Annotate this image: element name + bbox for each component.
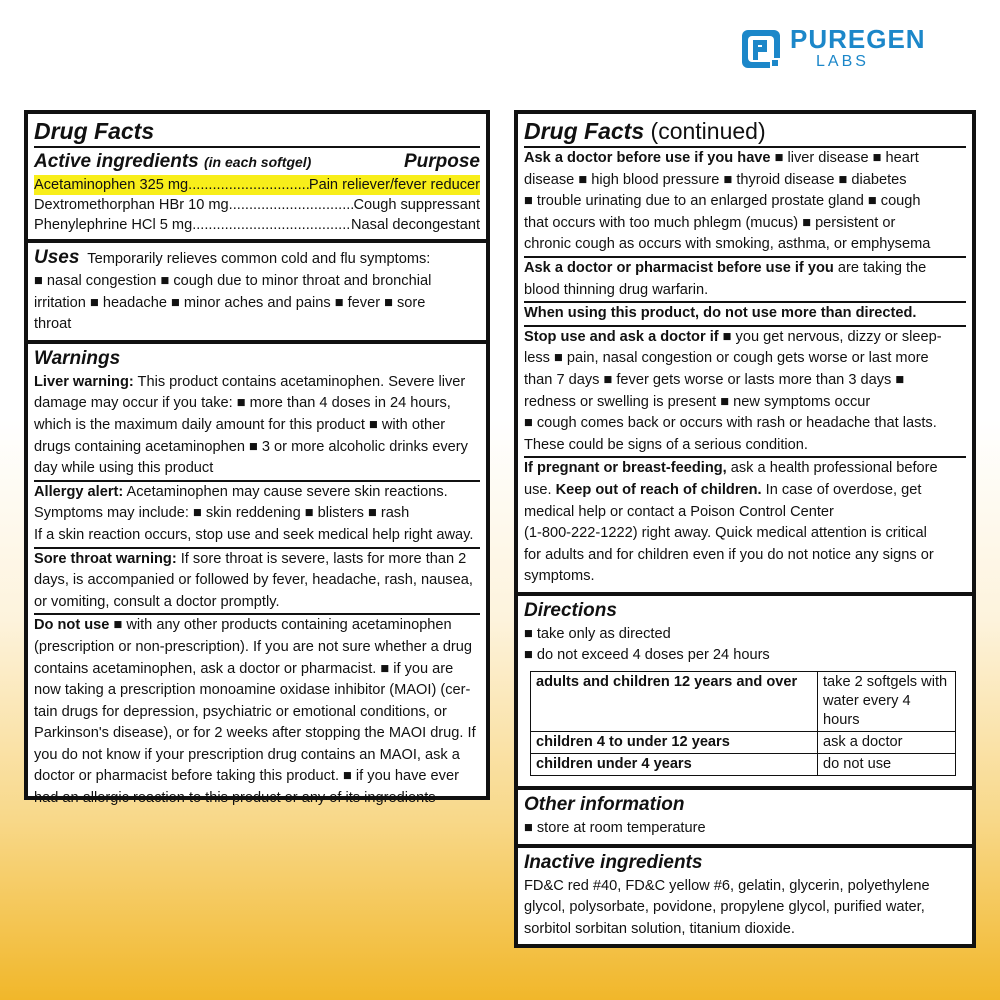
text-line: These could be signs of a serious condition. (524, 436, 808, 453)
age-cell: children 4 to under 12 years (531, 732, 818, 754)
uses-line: irritation ■ headache ■ minor aches and pains ■ fever ■ sore (34, 294, 426, 311)
directions-item: ■ do not exceed 4 doses per 24 hours (524, 647, 770, 664)
pregnancy-label: If pregnant or breast-feeding, (524, 460, 727, 477)
directions-section (518, 596, 972, 790)
allergy-alert (34, 482, 480, 549)
text-line: chronic cough as occurs with smoking, asthma, or emphysema (524, 236, 931, 253)
uses-line: ■ nasal congestion ■ cough due to minor throat and bronchial (34, 273, 432, 289)
when-using-section (524, 303, 966, 327)
text-line: now taking a prescription monoamine oxidase inhibitor (MAOI) (cer- (34, 682, 471, 699)
text-line: Parkinson's disease), or for 2 weeks after stopping the MAOI drug. If (34, 725, 476, 742)
text-line: medical help or contact a Poison Control Center (524, 503, 834, 520)
text-line: for adults and for children even if you do not notice any signs or (524, 546, 934, 563)
continued-label: (continued) (650, 118, 766, 144)
purpose-label: Purpose (403, 151, 480, 172)
text-line: ask a health professional before (726, 460, 938, 477)
drug-facts-title: Drug Facts (34, 118, 155, 144)
text-line: redness or swelling is present ■ new symptoms occur (524, 393, 871, 410)
other-information-section (518, 790, 972, 848)
dose-cell: do not use (818, 754, 956, 776)
text-line: are taking the (833, 259, 927, 276)
sore-throat-label: Sore throat warning: (34, 550, 177, 567)
other-information-title: Other information (524, 794, 685, 816)
stop-use-section (524, 327, 966, 459)
inactive-ingredients-title: Inactive ingredients (524, 851, 703, 873)
text-line: tain drugs for depression, psychiatric or emotional conditions, or (34, 703, 447, 720)
ask-pharmacist-section (524, 258, 966, 303)
text-line: than 7 days ■ fever gets worse or lasts more than 3 days ■ (524, 371, 905, 388)
stop-use-label: Stop use and ask a doctor if (524, 328, 719, 345)
ingredient-purpose: Nasal decongestant (351, 217, 480, 233)
text-line: disease ■ high blood pressure ■ thyroid disease ■ diabetes (524, 171, 907, 188)
text-line: day while using this product (34, 460, 214, 477)
keep-out-of-reach: Keep out of reach of children. (555, 481, 762, 498)
table-row (531, 672, 956, 732)
ask-doctor-section (524, 148, 966, 258)
text-line: or vomiting, consult a doctor promptly. (34, 593, 280, 610)
ingredient-row (34, 195, 480, 215)
puregen-logo (740, 22, 970, 78)
table-row (531, 754, 956, 776)
dose-line: take 2 softgels with (823, 674, 948, 691)
liver-warning (34, 372, 480, 482)
active-ingredients-header (34, 146, 480, 175)
ingredient-name: Acetaminophen 325 mg (34, 177, 189, 193)
text-line: use. (524, 481, 556, 498)
text-line: drugs containing acetaminophen ■ 3 or more alcoholic drinks every (34, 438, 468, 455)
dose-line: water every 4 hours (823, 693, 911, 729)
text-line: Acetaminophen may cause severe skin reactions. (123, 483, 448, 500)
table-row (531, 732, 956, 754)
ask-pharmacist-label: Ask a doctor or pharmacist before use if you (524, 259, 834, 276)
drug-facts-title-continued: Drug Facts (524, 118, 645, 144)
uses-line: throat (34, 316, 72, 333)
text-line: ■ with any other products containing acetaminophen (109, 617, 452, 634)
text-line: that occurs with too much phlegm (mucus) ■ persistent or (524, 214, 896, 231)
continued-section (518, 114, 972, 592)
text-line: FD&C red #40, FD&C yellow #6, gelatin, glycerin, polyethylene (524, 877, 930, 894)
text-line: sorbitol sorbitan solution, titanium dioxide. (524, 920, 795, 937)
text-line: (prescription or non-prescription). If you are not sure whether a drug (34, 638, 473, 655)
active-ingredients-label: Active ingredients (34, 151, 199, 172)
ingredient-purpose: Pain reliever/fever reducer (308, 177, 480, 193)
text-line: contains acetaminophen, ask a doctor or pharmacist. ■ if you are (34, 660, 454, 677)
brand-name: PUREGEN (790, 24, 926, 54)
dosing-table (530, 671, 956, 776)
warnings-section (28, 344, 486, 814)
ask-doctor-label: Ask a doctor before use if you have (524, 150, 771, 166)
text-line: This product contains acetaminophen. Severe liver (133, 373, 466, 390)
active-ingredients-sub: (in each softgel) (204, 154, 312, 170)
active-ingredients-section (28, 114, 486, 243)
text-line: Symptoms may include: ■ skin reddening ■ blisters ■ rash (34, 505, 410, 522)
other-item: ■ store at room temperature (524, 820, 706, 837)
text-line: (1-800-222-1222) right away. Quick medical attention is critical (524, 525, 927, 542)
ingredient-row (34, 215, 480, 235)
allergy-alert-label: Allergy alert: (34, 483, 124, 500)
warnings-title: Warnings (34, 347, 121, 369)
ingredient-name: Dextromethorphan HBr 10 mg (34, 197, 229, 213)
text-line: doctor or pharmacist before taking this product. ■ if you have ever (34, 768, 459, 785)
when-using-label: When using this product, do not use more than directed. (524, 305, 917, 322)
dose-cell: ask a doctor (818, 732, 956, 754)
brand-sub: LABS (816, 53, 869, 70)
liver-warning-label: Liver warning: (34, 373, 134, 390)
ingredient-purpose: Cough suppressant (353, 197, 480, 213)
text-line: If a skin reaction occurs, stop use and seek medical help right away. (34, 526, 474, 543)
age-cell: adults and children 12 years and over (531, 672, 818, 732)
text-line: blood thinning drug warfarin. (524, 281, 709, 298)
text-line: ■ cough comes back or occurs with rash or headache that lasts. (524, 415, 937, 432)
uses-section (28, 243, 486, 344)
text-line: ■ liver disease ■ heart (770, 150, 919, 166)
text-line: symptoms. (524, 568, 595, 585)
do-not-use-label: Do not use (34, 617, 110, 634)
drug-facts-panel-right (514, 110, 976, 948)
ingredient-name: Phenylephrine HCl 5 mg (34, 217, 193, 233)
uses-title: Uses (34, 247, 80, 268)
uses-line: Temporarily relieves common cold and flu symptoms: (87, 251, 431, 267)
text-line: damage may occur if you take: ■ more than 4 doses in 24 hours, (34, 395, 451, 412)
puregen-logo-icon (740, 28, 782, 70)
ingredient-row (34, 175, 480, 195)
drug-facts-panel-left (24, 110, 490, 807)
dose-cell (818, 672, 956, 732)
text-line: ■ trouble urinating due to an enlarged prostate gland ■ cough (524, 193, 921, 210)
directions-title: Directions (524, 599, 617, 621)
text-line: glycol, polysorbate, povidone, propylene glycol, purified water, (524, 899, 925, 916)
text-line: you do not know if your prescription drug contains an MAOI, ask a (34, 746, 460, 763)
text-line: If sore throat is severe, lasts for more than 2 (176, 550, 467, 567)
sore-throat-warning (34, 549, 480, 616)
text-line: days, is accompanied or followed by fever, headache, rash, nausea, (34, 572, 473, 589)
inactive-ingredients-section (518, 848, 972, 945)
text-line: less ■ pain, nasal congestion or cough gets worse or last more (524, 350, 929, 367)
text-line: In case of overdose, get (761, 481, 922, 498)
do-not-use (34, 615, 480, 809)
pregnancy-section (524, 458, 966, 592)
age-cell: children under 4 years (531, 754, 818, 776)
text-line: which is the maximum daily amount for this product ■ with other (34, 416, 446, 433)
text-line: had an allergic reaction to this product or any of its ingredients (34, 790, 436, 807)
text-line: ■ you get nervous, dizzy or sleep- (718, 328, 942, 345)
directions-item: ■ take only as directed (524, 625, 671, 642)
